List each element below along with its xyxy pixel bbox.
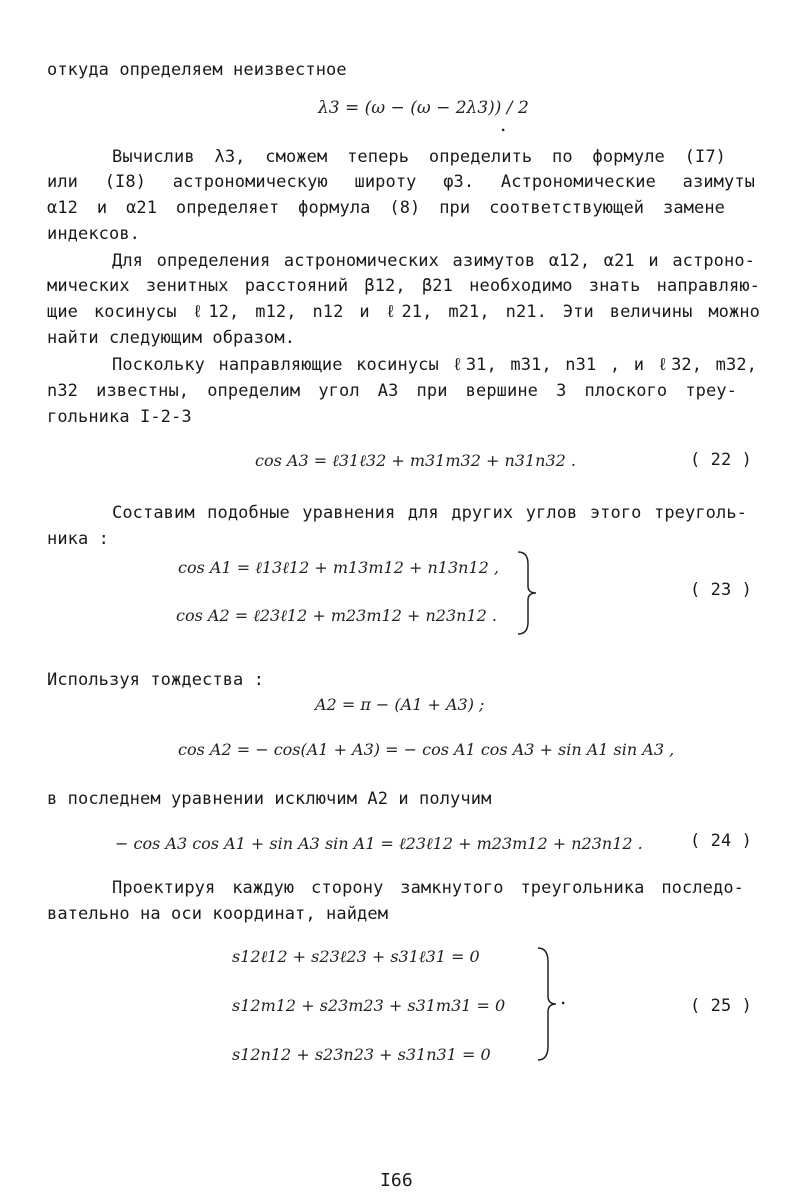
formula-eq25a: s12ℓ12 + s23ℓ23 + s31ℓ31 = 0 [232, 947, 480, 966]
formula-eq22: cos A3 = ℓ31ℓ32 + m31m32 + n31n32 . [255, 451, 576, 470]
text-line: n32 известны, определим угол A3 при вершине 3 плоского треу- [47, 381, 737, 401]
text-line: Вычислив λ3, сможем теперь определить по формуле (I7) [112, 147, 726, 167]
equation-number: ( 25 ) [690, 996, 753, 1016]
formula-lambda3: λ3 = (ω − (ω − 2λ3)) / 2 [318, 98, 529, 118]
text-line: вательно на оси координат, найдем [47, 904, 389, 924]
text-line: найти следующим образом. [47, 328, 296, 348]
text-line: мических зенитных расстояний β12, β21 необходимо знать направляю- [47, 276, 760, 296]
equation-number: ( 22 ) [690, 450, 753, 470]
text-line: Используя тождества : [47, 670, 265, 690]
formula-ident1: A2 = π − (A1 + A3) ; [315, 695, 485, 714]
brace-25 [536, 946, 558, 1062]
text-line: щие косинусы ℓ12, m12, n12 и ℓ21, m21, n21. Эти величины можно [47, 302, 760, 322]
text-line: Поскольку направляющие косинусы ℓ31, m31, n31 , и ℓ32, m32, [112, 355, 757, 375]
text-line: откуда определяем неизвестное [47, 60, 347, 80]
equation-number: ( 24 ) [690, 831, 753, 851]
page-number: I66 [380, 1170, 413, 1191]
period-dot: . [500, 112, 507, 136]
text-line: Для определения астрономических азимутов α12, α21 и астроно- [112, 251, 755, 271]
text-line: или (I8) астрономическую широту φ3. Астрономические азимуты [47, 172, 755, 192]
text-line: Проектируя каждую сторону замкнутого треугольника последо- [112, 878, 744, 898]
formula-eq23a: cos A1 = ℓ13ℓ12 + m13m12 + n13n12 , [178, 558, 499, 577]
equation-number: ( 23 ) [690, 580, 753, 600]
formula-ident2: cos A2 = − cos(A1 + A3) = − cos A1 cos A3 + sin A1 sin A3 , [178, 740, 675, 759]
text-line: индексов. [47, 224, 141, 244]
text-line: Составим подобные уравнения для других углов этого треуголь- [112, 503, 747, 523]
period-dot: . [560, 985, 567, 1009]
formula-eq23b: cos A2 = ℓ23ℓ12 + m23m12 + n23n12 . [176, 606, 497, 625]
formula-eq25c: s12n12 + s23n23 + s31n31 = 0 [232, 1045, 491, 1064]
text-line: в последнем уравнении исключим A2 и получим [47, 789, 492, 809]
text-line: гольника I-2-3 [47, 407, 192, 427]
brace-23 [516, 550, 538, 636]
formula-eq24: − cos A3 cos A1 + sin A3 sin A1 = ℓ23ℓ12 + m23m12 + n23n12 . [115, 834, 643, 853]
text-line: ника : [47, 529, 110, 549]
text-line: α12 и α21 определяет формула (8) при соответствующей замене [47, 198, 725, 218]
formula-eq25b: s12m12 + s23m23 + s31m31 = 0 [232, 996, 506, 1015]
